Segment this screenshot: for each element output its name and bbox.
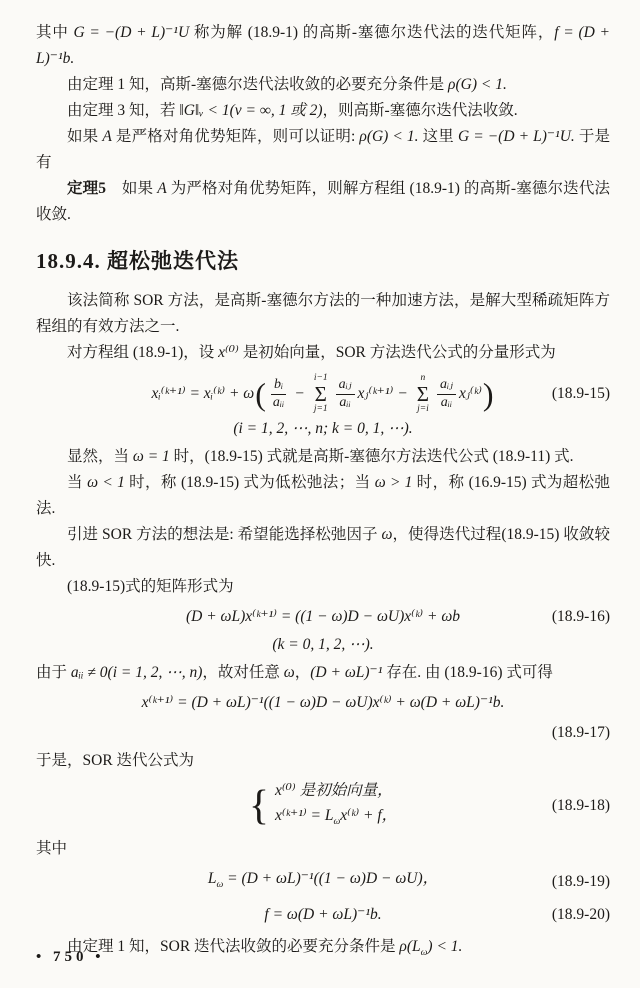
summation-j1-to-i-minus-1: i−1 Σ j=1	[313, 373, 328, 414]
paragraph-matrix-form-lead-in: (18.9-15)式的矩阵形式为	[67, 578, 234, 595]
minus-operator: −	[397, 385, 408, 402]
equation-18-9-17-number-row	[36, 720, 610, 746]
eq15-term1: xⱼ⁽ᵏ⁺¹⁾	[357, 385, 394, 402]
sigma-icon: Σ	[416, 381, 430, 406]
equation-number: (18.9-16)	[551, 608, 610, 625]
paragraph-sor-setup: 对方程组 (18.9-1)，设 x⁽⁰⁾ 是初始向量，SOR 方法迭代公式的分量形式为	[67, 344, 556, 361]
eq18-iteration-line: x⁽ᵏ⁺¹⁾ = $L_\omega x^(ᵏ^) + f$，	[275, 807, 398, 828]
equation-18-9-18	[36, 778, 610, 834]
equation-number: (18.9-15)	[551, 385, 610, 402]
equation-18-9-17	[36, 690, 610, 716]
paragraph-gs-iteration-matrix: 其中 G = −(D + L)⁻¹U 称为解 (18.9-1) 的高斯-塞德尔迭代法的迭代矩阵，f = (D + L)⁻¹b.	[36, 24, 610, 67]
right-paren: )	[482, 376, 494, 412]
paragraph-sor-formula-lead-in: 于是，SOR 迭代公式为	[36, 752, 195, 769]
equation-18-9-19	[36, 866, 610, 898]
paragraph-omega-equals-1: 显然，当 ω = 1 时，(18.9-15) 式就是高斯-塞德尔方法迭代公式 (18.9-11) 式.	[67, 448, 574, 465]
equation-18-9-20	[36, 902, 610, 928]
equation-18-9-16	[36, 604, 610, 630]
eq19-expression: $L_\omega = (D + \omega L)^{-1}((1 - \omega)D - \omega U)$，	[207, 870, 439, 891]
equation-number: (18.9-18)	[551, 797, 610, 815]
paragraph-inverse-exists: 由于 aᵢᵢ ≠ 0(i = 1, 2, ⋯, n)，故对任意 ω，(D + ωL)⁻¹ 存在. 由 (18.9-16) 式可得	[36, 664, 553, 681]
left-brace: {	[248, 783, 269, 830]
section-heading: 18.9.4. 超松弛迭代法	[36, 249, 239, 273]
equation-number: (18.9-17)	[551, 724, 610, 741]
fraction-aij-aii: $\frac{\text{aᵢⱼ}}{\text{aᵢᵢ}}$	[336, 377, 355, 410]
summation-ji-to-n: n Σ j=i	[416, 373, 430, 414]
eq17-expression: x⁽ᵏ⁺¹⁾ = (D + ωL)⁻¹((1 − ω)D − ωU)x⁽ᵏ⁾ + ω(D + ωL)⁻¹b.	[141, 694, 505, 711]
fraction-bi-aii: $\frac{\text{bᵢ}}{\text{aᵢᵢ}}$	[272, 377, 285, 410]
eq15-term2: xⱼ⁽ᵏ⁾	[458, 385, 482, 402]
sigma-icon: Σ	[314, 381, 327, 406]
paragraph-diagonally-dominant: 如果 A 是严格对角优势矩阵，则可以证明: ρ(G) < 1. 这里 G = −(D + L)⁻¹U. 于是有	[36, 128, 610, 171]
equation-number: (18.9-19)	[551, 873, 610, 891]
equation-18-9-15-body	[151, 374, 494, 414]
equation-18-9-18-cases	[275, 778, 397, 834]
paragraph-where: 其中	[36, 840, 68, 858]
paragraph-sor-intro: 该法简称 SOR 方法，是高斯-塞德尔方法的一种加速方法，是解大型稀疏矩阵方程组的有效方法之一.	[36, 292, 610, 335]
page-number: • 750 •	[36, 949, 105, 965]
eq16-expression: (D + ωL)x⁽ᵏ⁺¹⁾ = ((1 − ω)D − ωU)x⁽ᵏ⁾ + ωb	[185, 608, 461, 625]
fraction-aij-aii: $\frac{\text{aᵢⱼ}}{\text{aᵢᵢ}}$	[437, 377, 456, 410]
equation-number: (18.9-20)	[551, 906, 610, 924]
eq18-initial-vector-line: x⁽⁰⁾ 是初始向量，	[275, 782, 393, 799]
eq15-lhs: xᵢ⁽ᵏ⁺¹⁾ = xᵢ⁽ᵏ⁾ + ω	[151, 385, 255, 402]
eq20-expression: f = ω(D + ωL)⁻¹b.	[264, 906, 382, 924]
paragraph-theorem3-gs: 由定理 3 知，若 ‖G‖ᵥ < 1(v = ∞, 1 或 2)，则高斯-塞德尔迭代法收敛.	[67, 102, 518, 119]
paragraph-under-over-relaxation: 当 ω < 1 时，称 (18.9-15) 式为低松弛法；当 ω > 1 时，称 (16.9-15) 式为超松弛法.	[36, 474, 611, 517]
paragraph-sor-convergence: 由定理 1 知，SOR 迭代法收敛的必要充分条件是 $\rho(L_\omega) < 1$.	[67, 938, 463, 959]
equation-18-9-15	[36, 374, 610, 414]
equation-18-9-15-condition: (i = 1, 2, ⋯, n; k = 0, 1, ⋯).	[233, 420, 413, 437]
paragraph-theorem1-gs: 由定理 1 知，高斯-塞德尔迭代法收敛的必要充分条件是 ρ(G) < 1.	[67, 76, 507, 93]
minus-operator: −	[294, 385, 305, 402]
paragraph-sor-idea: 引进 SOR 方法的想法是: 希望能选择松弛因子 ω，使得迭代过程(18.9-15) 收敛较快.	[36, 526, 610, 569]
paragraph-theorem5: 定理5 如果 A 为严格对角优势矩阵，则解方程组 (18.9-1) 的高斯-塞德尔迭代法收敛.	[36, 180, 610, 223]
equation-18-9-16-condition: (k = 0, 1, 2, ⋯).	[272, 636, 374, 653]
left-paren: (	[255, 376, 266, 412]
